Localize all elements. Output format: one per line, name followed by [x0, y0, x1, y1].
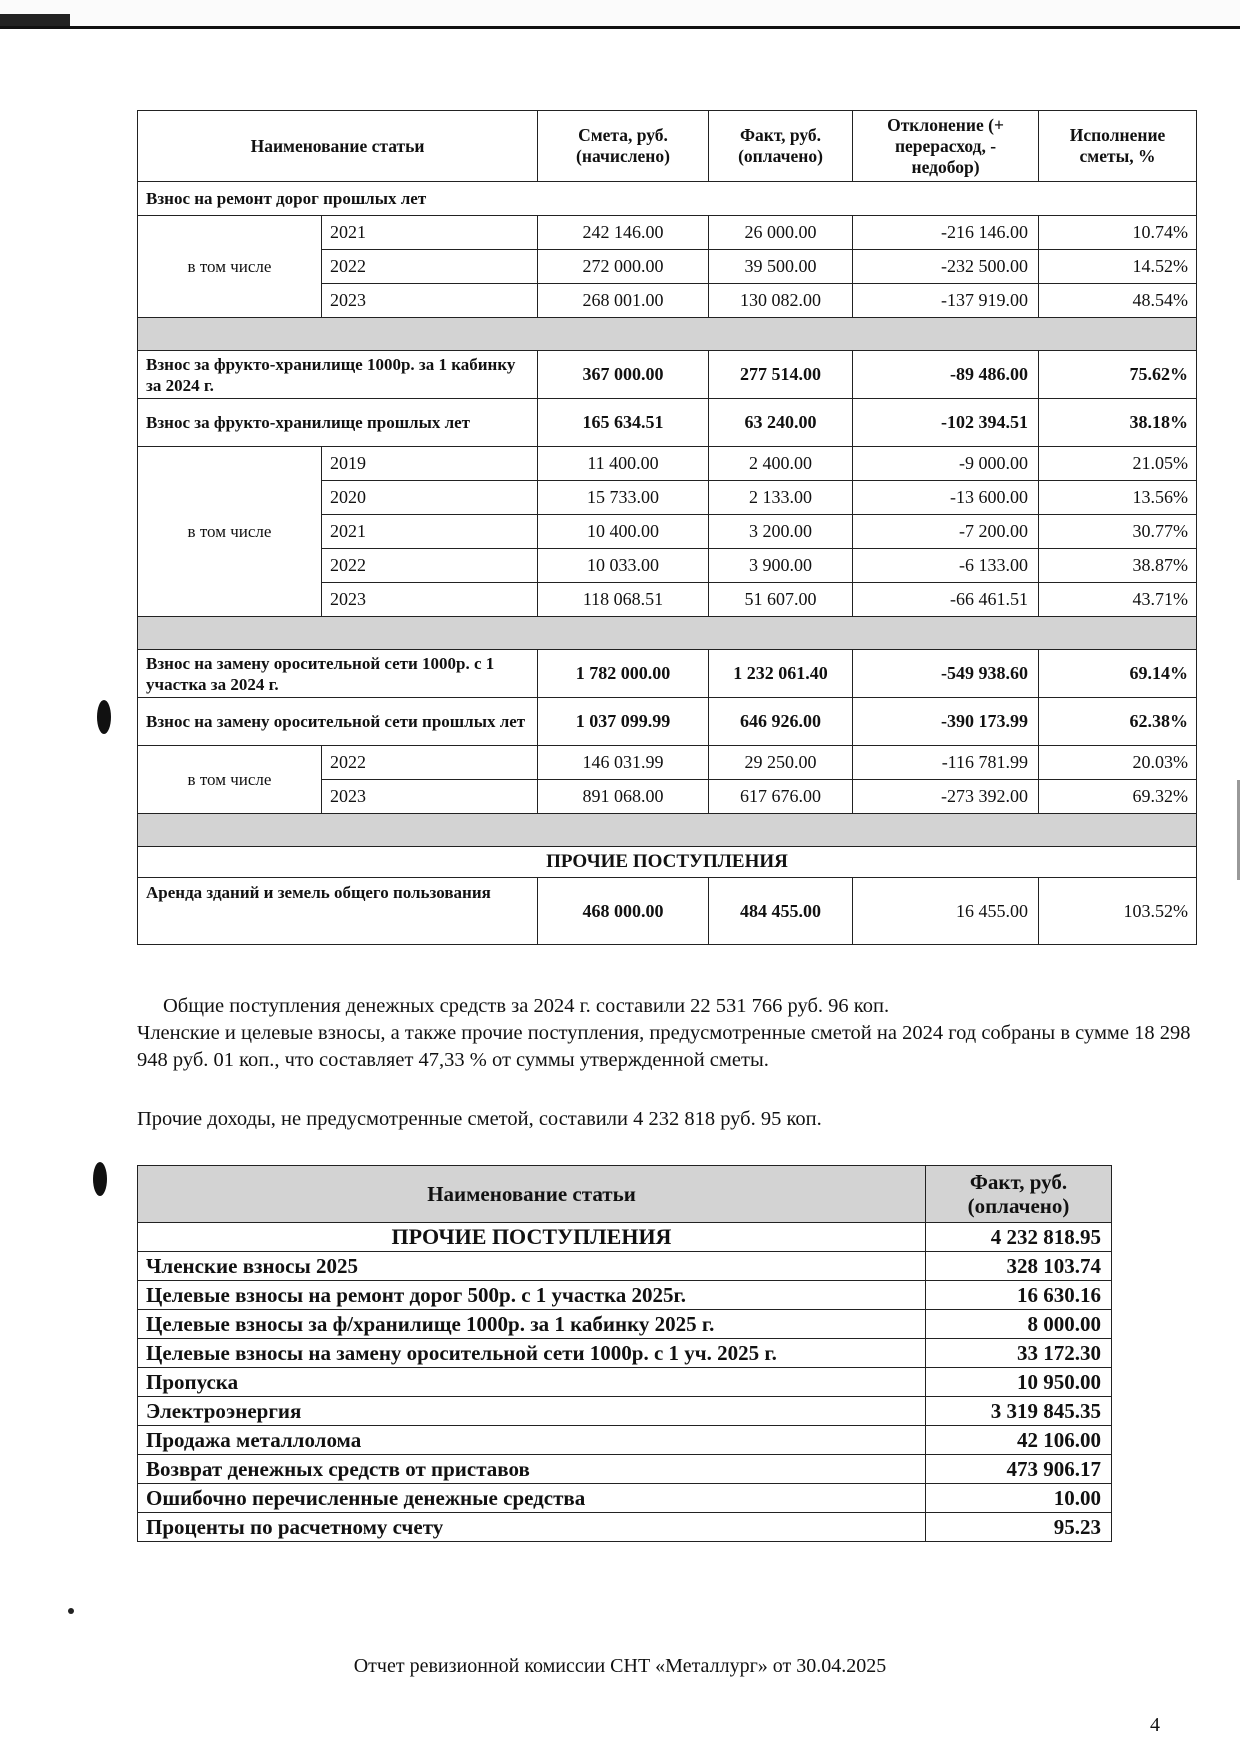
- fact-cell: 10 950.00: [926, 1368, 1112, 1397]
- table-row: [138, 216, 1197, 250]
- table-row: [138, 1455, 1112, 1484]
- fact-cell: 328 103.74: [926, 1252, 1112, 1281]
- deviation-cell: -6 133.00: [853, 549, 1039, 583]
- smeta-cell: 242 146.00: [538, 216, 709, 250]
- fact-cell: 617 676.00: [709, 780, 853, 814]
- fact-cell: 2 133.00: [709, 481, 853, 515]
- fact-cell: 2 400.00: [709, 447, 853, 481]
- section-title: ПРОЧИЕ ПОСТУПЛЕНИЯ: [138, 1223, 926, 1252]
- table-row: [138, 1281, 1112, 1310]
- year-cell: 2021: [322, 515, 538, 549]
- deviation-cell: -66 461.51: [853, 583, 1039, 617]
- fact-cell: 63 240.00: [709, 399, 853, 447]
- year-cell: 2022: [322, 746, 538, 780]
- section-row: [138, 1223, 1112, 1252]
- deviation-cell: -216 146.00: [853, 216, 1039, 250]
- fact-cell: 473 906.17: [926, 1455, 1112, 1484]
- deviation-cell: -13 600.00: [853, 481, 1039, 515]
- smeta-cell: 118 068.51: [538, 583, 709, 617]
- item-name: Членские взносы 2025: [138, 1252, 926, 1281]
- fact-cell: 26 000.00: [709, 216, 853, 250]
- fact-cell: 3 200.00: [709, 515, 853, 549]
- smeta-cell: 268 001.00: [538, 284, 709, 318]
- page-number: 4: [1150, 1714, 1160, 1736]
- item-name: Целевые взносы на ремонт дорог 500р. с 1 участка 2025г.: [138, 1281, 926, 1310]
- smeta-cell: 1 782 000.00: [538, 650, 709, 698]
- scan-edge: [0, 0, 1240, 29]
- scan-speck: [68, 1608, 74, 1614]
- percent-cell: 10.74%: [1039, 216, 1197, 250]
- item-name: Целевые взносы за ф/хранилище 1000р. за 1 кабинку 2025 г.: [138, 1310, 926, 1339]
- item-name: Взнос на замену оросительной сети прошлых лет: [138, 698, 538, 746]
- fact-cell: 130 082.00: [709, 284, 853, 318]
- year-cell: 2023: [322, 780, 538, 814]
- fact-cell: 33 172.30: [926, 1339, 1112, 1368]
- table-row: [138, 746, 1197, 780]
- summary-line: Членские и целевые взносы, а также прочие поступления, предусмотренные сметой на 2024 год собраны в сумме 18 298 948 руб. 01 коп., что составляет 47,33 % от суммы утвержденной сметы.: [137, 1022, 1191, 1071]
- year-cell: 2023: [322, 583, 538, 617]
- other-income-table: [137, 1165, 1112, 1542]
- summary-paragraph: [137, 993, 1197, 1074]
- including-label: в том числе: [138, 216, 322, 318]
- smeta-cell: 272 000.00: [538, 250, 709, 284]
- item-name: Электроэнергия: [138, 1397, 926, 1426]
- fact-cell: 3 319 845.35: [926, 1397, 1112, 1426]
- percent-cell: 43.71%: [1039, 583, 1197, 617]
- deviation-cell: -9 000.00: [853, 447, 1039, 481]
- percent-cell: 62.38%: [1039, 698, 1197, 746]
- fact-cell: 42 106.00: [926, 1426, 1112, 1455]
- deviation-cell: -549 938.60: [853, 650, 1039, 698]
- smeta-cell: 15 733.00: [538, 481, 709, 515]
- percent-cell: 30.77%: [1039, 515, 1197, 549]
- table-row: [138, 447, 1197, 481]
- year-cell: 2019: [322, 447, 538, 481]
- col-header-fact: Факт, руб. (оплачено): [709, 111, 853, 182]
- item-name: Возврат денежных средств от приставов: [138, 1455, 926, 1484]
- section-total: 4 232 818.95: [926, 1223, 1112, 1252]
- fact-cell: 8 000.00: [926, 1310, 1112, 1339]
- item-name: Взнос за фрукто-хранилище 1000р. за 1 кабинку за 2024 г.: [138, 351, 538, 399]
- percent-cell: 14.52%: [1039, 250, 1197, 284]
- col-header-deviation: Отклонение (+ перерасход, - недобор): [853, 111, 1039, 182]
- year-cell: 2020: [322, 481, 538, 515]
- fact-cell: 3 900.00: [709, 549, 853, 583]
- deviation-cell: -102 394.51: [853, 399, 1039, 447]
- table-row: [138, 1397, 1112, 1426]
- page-footer: Отчет ревизионной комиссии СНТ «Металлург» от 30.04.2025: [353, 1655, 887, 1677]
- summary-line: Общие поступления денежных средств за 2024 г. составили 22 531 766 руб. 96 коп.: [163, 995, 890, 1017]
- deviation-cell: -390 173.99: [853, 698, 1039, 746]
- year-cell: 2021: [322, 216, 538, 250]
- punch-hole: [97, 700, 111, 734]
- fact-cell: 39 500.00: [709, 250, 853, 284]
- fact-cell: 484 455.00: [709, 878, 853, 945]
- table-header-row: [138, 111, 1197, 182]
- table-row: [138, 399, 1197, 447]
- col-header-name: Наименование статьи: [138, 1166, 926, 1223]
- percent-cell: 75.62%: [1039, 351, 1197, 399]
- item-name: Пропуска: [138, 1368, 926, 1397]
- table-row: [138, 1368, 1112, 1397]
- including-label: в том числе: [138, 746, 322, 814]
- smeta-cell: 367 000.00: [538, 351, 709, 399]
- smeta-cell: 468 000.00: [538, 878, 709, 945]
- deviation-cell: -116 781.99: [853, 746, 1039, 780]
- year-cell: 2022: [322, 549, 538, 583]
- item-name: Продажа металлолома: [138, 1426, 926, 1455]
- percent-cell: 21.05%: [1039, 447, 1197, 481]
- table-row: [138, 1426, 1112, 1455]
- smeta-cell: 891 068.00: [538, 780, 709, 814]
- section-title: ПРОЧИЕ ПОСТУПЛЕНИЯ: [138, 847, 1197, 878]
- table-row: [138, 182, 1197, 216]
- smeta-cell: 10 400.00: [538, 515, 709, 549]
- percent-cell: 20.03%: [1039, 746, 1197, 780]
- col-header-smeta: Смета, руб. (начислено): [538, 111, 709, 182]
- table-header-row: [138, 1166, 1112, 1223]
- percent-cell: 38.87%: [1039, 549, 1197, 583]
- including-label: в том числе: [138, 447, 322, 617]
- fact-cell: 29 250.00: [709, 746, 853, 780]
- section-row: [138, 847, 1197, 878]
- deviation-cell: -7 200.00: [853, 515, 1039, 549]
- separator-row: [138, 617, 1197, 650]
- smeta-cell: 10 033.00: [538, 549, 709, 583]
- deviation-cell: -89 486.00: [853, 351, 1039, 399]
- item-name: Проценты по расчетному счету: [138, 1513, 926, 1542]
- item-name: Аренда зданий и земель общего пользования: [138, 878, 538, 945]
- fact-cell: 95.23: [926, 1513, 1112, 1542]
- smeta-cell: 165 634.51: [538, 399, 709, 447]
- budget-table: [137, 110, 1197, 945]
- row-title: Взнос на ремонт дорог прошлых лет: [138, 182, 1197, 216]
- table-row: [138, 650, 1197, 698]
- percent-cell: 48.54%: [1039, 284, 1197, 318]
- fact-cell: 277 514.00: [709, 351, 853, 399]
- separator-row: [138, 814, 1197, 847]
- percent-cell: 69.32%: [1039, 780, 1197, 814]
- smeta-cell: 1 037 099.99: [538, 698, 709, 746]
- table-row: [138, 1484, 1112, 1513]
- table-row: [138, 1339, 1112, 1368]
- table-row: [138, 1310, 1112, 1339]
- fact-cell: 1 232 061.40: [709, 650, 853, 698]
- table-row: [138, 1513, 1112, 1542]
- deviation-cell: -273 392.00: [853, 780, 1039, 814]
- other-income-paragraph: Прочие доходы, не предусмотренные сметой, составили 4 232 818 руб. 95 коп.: [137, 1108, 822, 1130]
- fact-cell: 16 630.16: [926, 1281, 1112, 1310]
- item-name: Взнос за фрукто-хранилище прошлых лет: [138, 399, 538, 447]
- percent-cell: 69.14%: [1039, 650, 1197, 698]
- col-header-execution: Исполнение сметы, %: [1039, 111, 1197, 182]
- percent-cell: 38.18%: [1039, 399, 1197, 447]
- table-row: [138, 351, 1197, 399]
- item-name: Целевые взносы на замену оросительной сети 1000р. с 1 уч. 2025 г.: [138, 1339, 926, 1368]
- table-row: [138, 1252, 1112, 1281]
- item-name: Взнос на замену оросительной сети 1000р. с 1 участка за 2024 г.: [138, 650, 538, 698]
- deviation-cell: -137 919.00: [853, 284, 1039, 318]
- punch-hole: [93, 1162, 107, 1196]
- fact-cell: 51 607.00: [709, 583, 853, 617]
- smeta-cell: 146 031.99: [538, 746, 709, 780]
- table-row: [138, 878, 1197, 945]
- fact-cell: 646 926.00: [709, 698, 853, 746]
- fact-cell: 10.00: [926, 1484, 1112, 1513]
- percent-cell: 103.52%: [1039, 878, 1197, 945]
- col-header-name: Наименование статьи: [138, 111, 538, 182]
- table-row: [138, 698, 1197, 746]
- item-name: Ошибочно перечисленные денежные средства: [138, 1484, 926, 1513]
- deviation-cell: 16 455.00: [853, 878, 1039, 945]
- percent-cell: 13.56%: [1039, 481, 1197, 515]
- smeta-cell: 11 400.00: [538, 447, 709, 481]
- deviation-cell: -232 500.00: [853, 250, 1039, 284]
- year-cell: 2022: [322, 250, 538, 284]
- separator-row: [138, 318, 1197, 351]
- year-cell: 2023: [322, 284, 538, 318]
- col-header-fact: Факт, руб. (оплачено): [926, 1166, 1112, 1223]
